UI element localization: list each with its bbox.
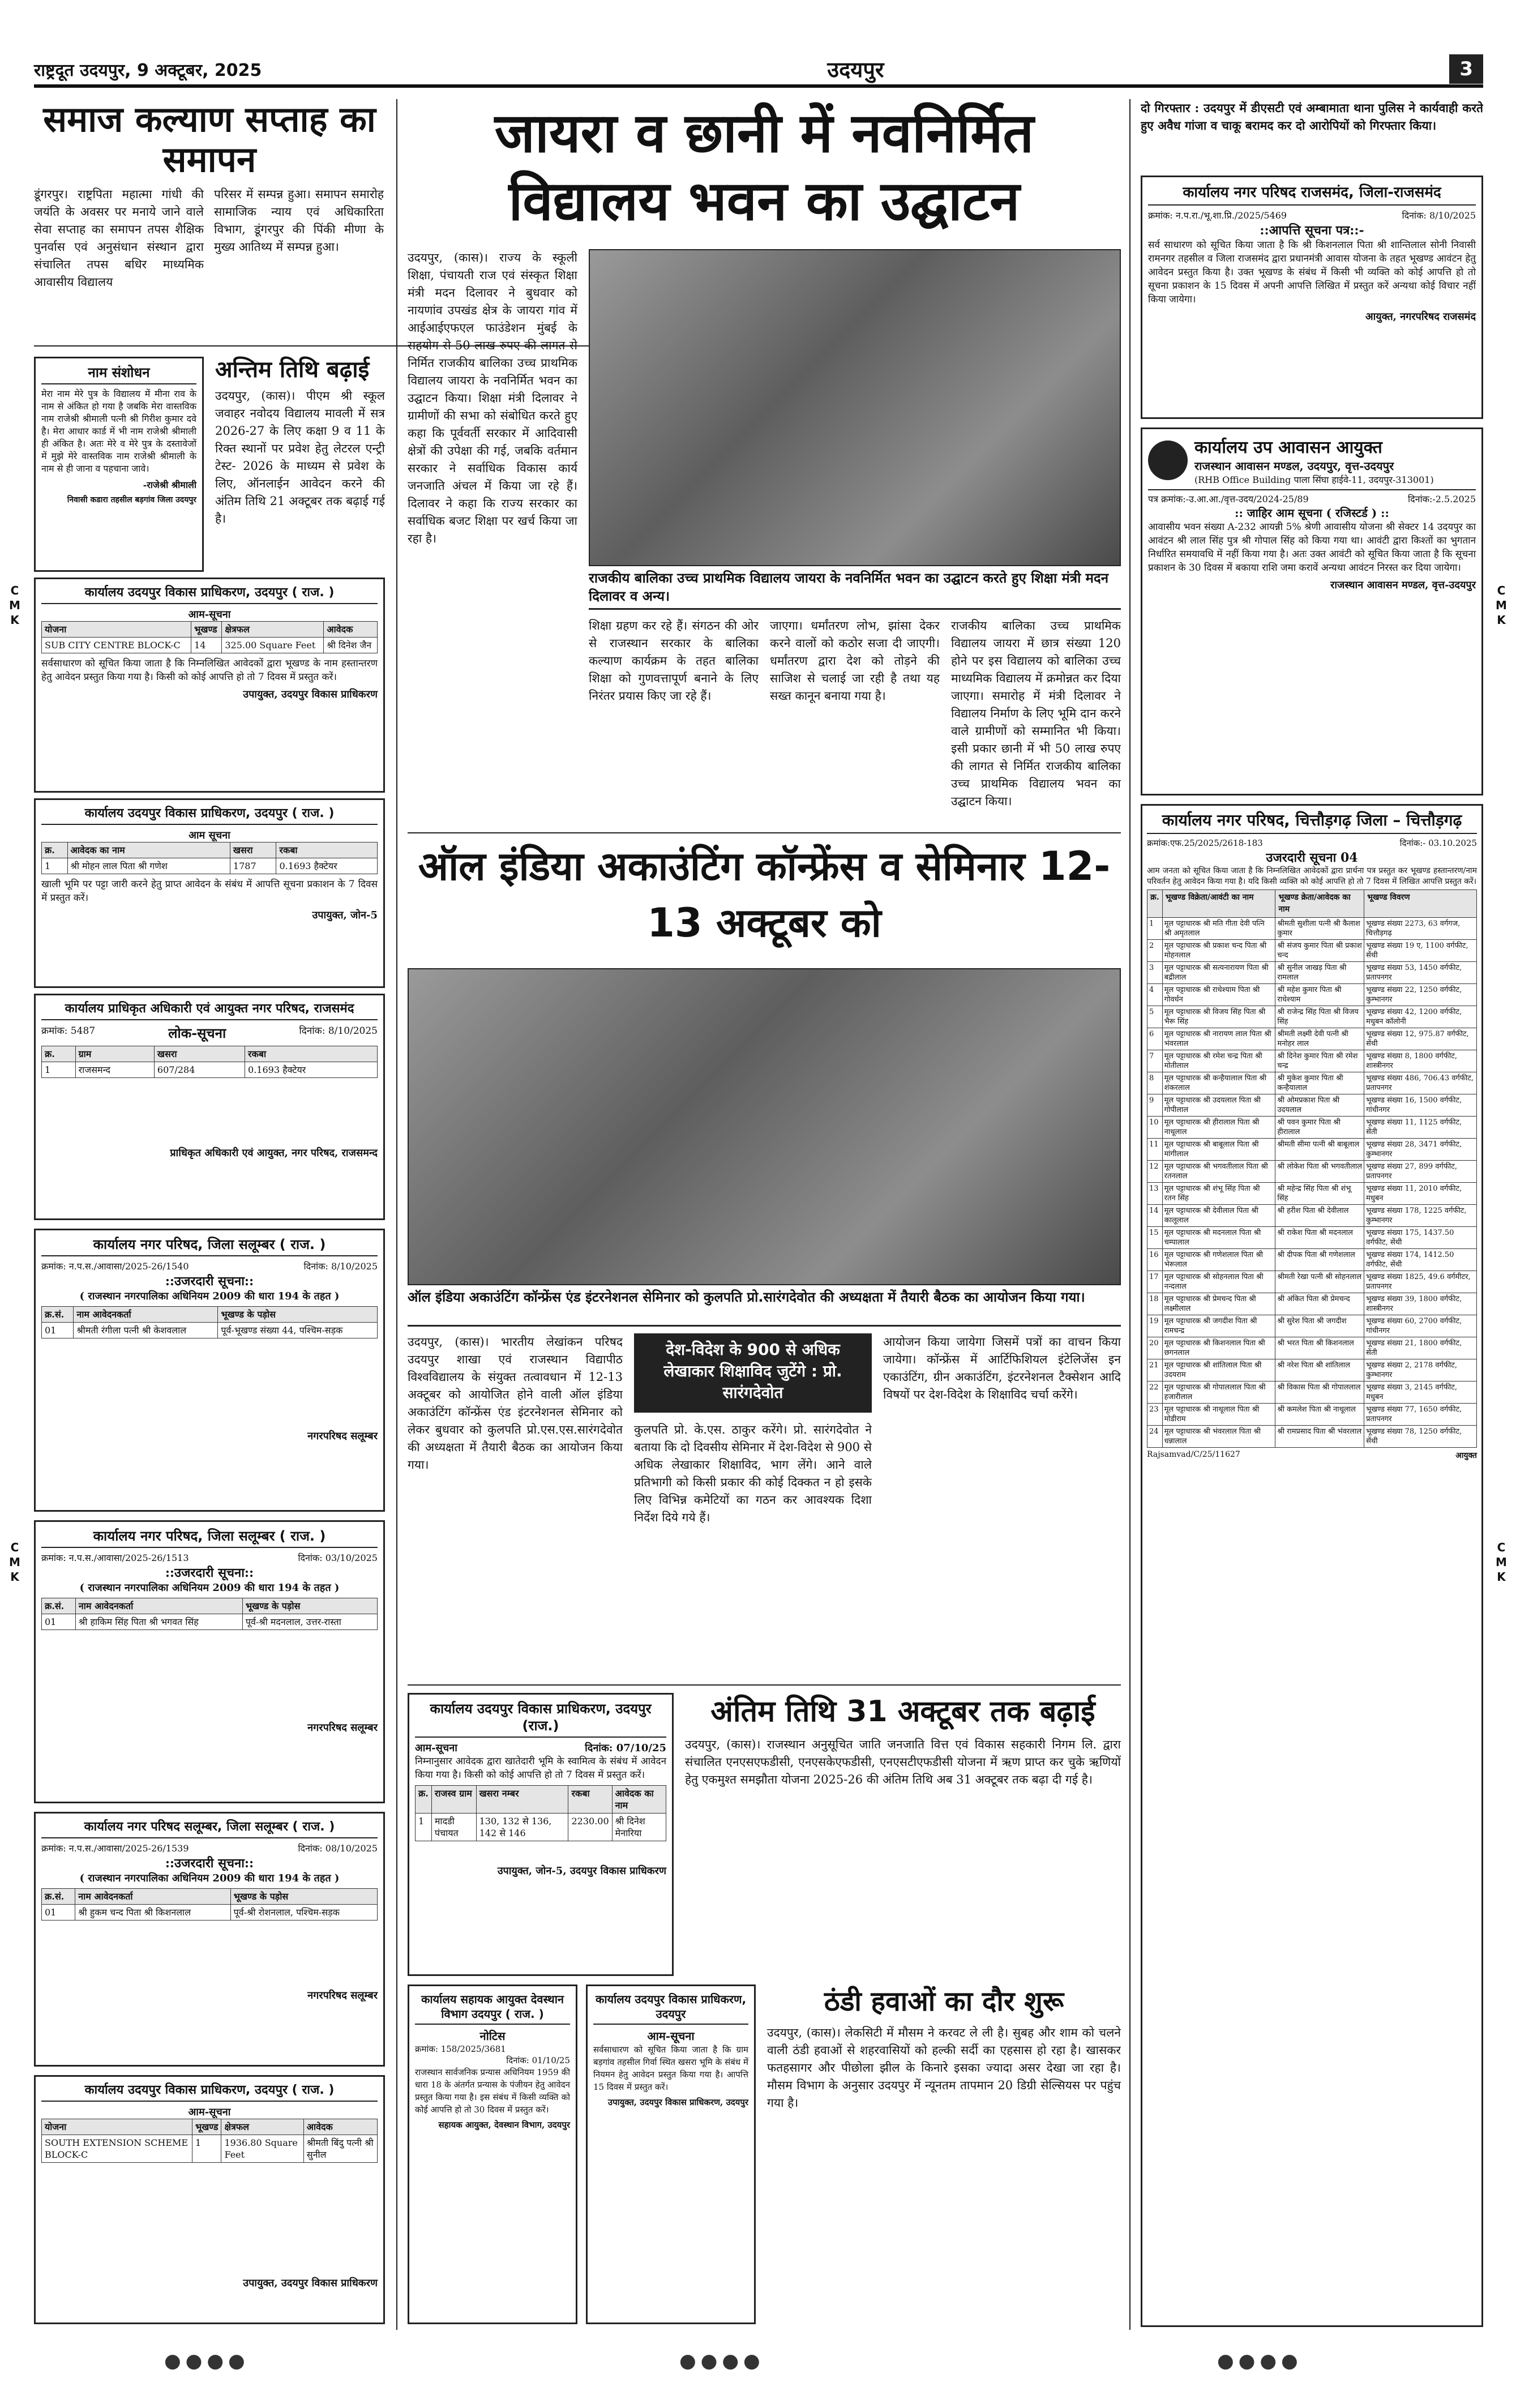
story-body: उदयपुर, (कास)। पीएम श्री स्कूल जवाहर नवोदय विद्यालय मावली में सत्र 2026-27 के लिए कक्षा 9 व 11 के रिक्त स्थानों पर प्रवेश हेतु लेटरल एन्ट्री टेस्ट- 2026 के माध्यम से प्रवेश के लिए, ऑनलाईन आवेदन करने की अंतिम तिथि 21 अक्टूबर तक बढ़ाई गई है।: [215, 389, 385, 525]
conference-meeting-photo: [408, 968, 1121, 1285]
signature: नगरपरिषद सलूम्बर: [307, 1722, 378, 1734]
registration-dots: ●●●●: [679, 2350, 765, 2372]
table-cell: श्री अंकित पिता श्री प्रेमचन्द: [1275, 1293, 1364, 1315]
table-cell: 17: [1147, 1271, 1163, 1293]
notice-title: कार्यालय उदयपुर विकास प्राधिकरण, उदयपुर: [593, 1992, 748, 2025]
signature: राजस्थान आवासन मण्डल, वृत्त-उदयपुर: [1330, 579, 1476, 591]
notice-date: दिनांक: 08/10/2025: [298, 1843, 378, 1854]
notice-title: कार्यालय नगर परिषद राजसमंद, जिला-राजसमंद: [1148, 183, 1476, 206]
table-row: 01 श्री हुकम चन्द पिता श्री किशनलाल पूर्व-श्री रोशनलाल, पश्चिम-सड़क: [42, 1905, 378, 1921]
notice-date: दिनांक: 8/10/2025: [1402, 210, 1476, 221]
table-cell: मूल पट्टाधारक श्री जगदीश पिता श्री रामचन्द्र: [1162, 1315, 1275, 1337]
registration-mark: C M K: [9, 1541, 20, 1584]
table-cell: 15: [1147, 1227, 1163, 1249]
table-cell: 23: [1147, 1404, 1163, 1426]
notice-title: कार्यालय नगर परिषद सलूम्बर, जिला सलूम्बर ( राज. ): [41, 1819, 378, 1838]
table-cell: 12: [1147, 1161, 1163, 1183]
notice-table: क्र.सं. नाम आवेदनकर्ता भूखण्ड के पड़ोस 01 श्री हुकम चन्द पिता श्री किशनलाल पूर्व-श्री रोशनलाल, पश्चिम-सड़क: [41, 1888, 378, 1921]
table-row: [1147, 962, 1477, 984]
table-cell: मूल पट्टाधारक श्री मति गीता देवी पत्नि श्री अमृतलाल: [1162, 918, 1275, 940]
table-row: [1147, 1028, 1477, 1050]
table-cell: श्री पवन कुमार पिता श्री हीरालाल: [1275, 1117, 1364, 1139]
story-column: जाएगा। धर्मांतरण लोभ, झांसा देकर करने वालों को कठोर सजा दी जाएगी। धर्मांतरण द्वारा देश को तोड़ने की साजिश से चलाई जा रही है तथा यह सख्त कानून बनाया गया है।: [770, 619, 940, 703]
notice-body: निम्नानुसार आवेदक द्वारा खातेदारी भूमि के स्वामित्व के संबंध में आवेदन किया गया है। किसी को कोई आपत्ति हो तो 7 दिवस में प्रस्तुत करें।: [415, 1756, 666, 1781]
table-cell: 18: [1147, 1293, 1163, 1315]
signature: उपायुक्त, उदयपुर विकास प्राधिकरण, उदयपुर: [607, 2097, 748, 2107]
table-cell: भूखण्ड संख्या 28, 3471 वर्गफीट, कुम्भानगर: [1364, 1139, 1477, 1161]
naam-sanshodhan-box: [34, 357, 204, 572]
table-row: [1147, 1337, 1477, 1359]
notice-title: कार्यालय उदयपुर विकास प्राधिकरण, उदयपुर ( राज. ): [41, 806, 378, 825]
story-body: उदयपुर, (कास)। लेकसिटी में मौसम ने करवट ले ली है। सुबह और शाम को चलने वाली ठंडी हवाओं से शहरवासियों को हल्की सर्दी का एहसास हो रहा है। खासकर फतहसागर और पीछोला झील के किनारे इसका ज्यादा असर देखा जा रहा है। मौसम विभाग के अनुसार उदयपुर में न्यूनतम तापमान 20 डिग्री सेल्सियस पर पहुंच गया है।: [767, 2026, 1121, 2110]
table-cell: श्री महेश कुमार पिता श्री राधेश्याम: [1275, 984, 1364, 1006]
table-cell: 11: [1147, 1139, 1163, 1161]
story-column: आयोजन किया जायेगा जिसमें पत्रों का वाचन किया जायेगा। कॉन्फ्रेंस में आर्टिफिशियल इंटेलिजेंस इन एकाउंटिंग, ग्रीन अकाउंटिंग, इंटरनेशनल टैक्सेशन आदि विषयों पर देश-विदेश के शिक्षाविद चर्चा करेंगे।: [883, 1335, 1121, 1401]
notice-subtitle: आम-सूचना: [188, 2106, 231, 2118]
notice-date: दिनांक: 03/10/2025: [298, 1552, 378, 1563]
notice-body: खाली भूमि पर पट्टा जारी करने हेतु प्राप्त आवेदन के संबंध में आपत्ति सूचना प्रकाशन के 7 दिवस में प्रस्तुत करें।: [41, 879, 378, 904]
signature: उपायुक्त, जोन-5, उदयपुर विकास प्राधिकरण: [497, 1865, 666, 1877]
table-cell: भूखण्ड संख्या 175, 1437.50 वर्गफीट, सेंथी: [1364, 1227, 1477, 1249]
table-row: [1147, 1359, 1477, 1382]
notice-title: कार्यालय सहायक आयुक्त देवस्थान विभाग उदयपुर ( राज. ): [415, 1992, 570, 2025]
rajsamand-aapatti-notice: [1141, 176, 1483, 419]
table-cell: श्री मुकेश कुमार पिता श्री कन्हैयालाल: [1275, 1072, 1364, 1094]
table-cell: भूखण्ड संख्या 2, 2178 वर्गफीट, कुम्भानगर: [1364, 1359, 1477, 1382]
table-row: 1 मादडी पंचायत 130, 132 से 136, 142 से 146 2230.00 श्री दिनेश मेनारिया: [416, 1814, 666, 1841]
box-body: मेरा नाम मेरे पुत्र के विद्यालय में मीना राव के नाम से अंकित हो गया है जबकि मेरा वास्तविक नाम राजेश्री श्रीमाली पत्नी श्री गिरीश कुमार दवे है। मेरा आधार कार्ड में भी नाम राजेश्री श्रीमाली ही अंकित है। अतः मेरे व मेरे पुत्र के दस्तावेजों में मुझे मेरे वास्तविक नाम राजेश्री श्रीमाली के नाम से ही जाना व पहचाना जावे।: [41, 388, 196, 474]
story-column: परिसर में सम्पन्न हुआ। समापन समारोह सामाजिक न्याय एवं अधिकारिता विभाग, डूंगरपुर की पिंकी मीणा के मुख्य आतिथ्य में सम्पन्न हुआ।: [214, 187, 384, 254]
notice-title: कार्यालय प्राधिकृत अधिकारी एवं आयुक्त नगर परिषद, राजसमंद: [41, 1001, 378, 1020]
table-cell: 24: [1147, 1426, 1163, 1448]
table-cell: श्री विकास पिता श्री गोपाललाल: [1275, 1382, 1364, 1404]
notice-act: ( राजस्थान नगरपालिका अधिनियम 2009 की धारा 194 के तहत ): [79, 1290, 340, 1302]
table-cell: भूखण्ड संख्या 39, 1800 वर्गफीट, शास्त्रीनगर: [1364, 1293, 1477, 1315]
table-cell: 21: [1147, 1359, 1163, 1382]
notice-subtitle: आम-सूचना: [188, 609, 231, 621]
notice-body: सर्वसाधारण को सूचित किया जाता है कि ग्राम बड़गांव तहसील गिर्वा स्थित खसरा भूमि के संबंध में नियमन हेतु आवेदन प्रस्तुत किया गया है। आपत्ति 15 दिवस में प्रस्तुत करें।: [593, 2045, 748, 2092]
notice-ref: क्रमांक:एफ.25/2025/2618-183: [1147, 838, 1263, 848]
notice-date: दिनांक:- 03.10.2025: [1399, 838, 1477, 848]
notice-title: कार्यालय उदयपुर विकास प्राधिकरण, उदयपुर ( राज. ): [41, 2082, 378, 2102]
table-cell: भूखण्ड संख्या 16, 1500 वर्गफीट, गांधीनगर: [1364, 1094, 1477, 1117]
table-row: [1147, 1161, 1477, 1183]
table-cell: मूल पट्टाधारक श्री नाथूलाल पिता श्री मोडीराम: [1162, 1404, 1275, 1426]
table-row: [1147, 1404, 1477, 1426]
story-column: डूंगरपुर। राष्ट्रपिता महात्मा गांधी की जयंति के अवसर पर मनाये जाने वाले सेवा सप्ताह का समापन तपस शैक्षिक पुनर्वास एवं अनुसंधान संस्थान द्वारा संचालित तपस बधिर माध्यमिक आवासीय विद्यालय: [34, 187, 204, 289]
table-cell: मूल पट्टाधारक श्री भंवरलाल पिता श्री धन्नालाल: [1162, 1426, 1275, 1448]
notice-title: कार्यालय नगर परिषद, चित्तौड़गढ़ जिला – चित्तौड़गढ़: [1147, 810, 1477, 834]
table-cell: 1: [1147, 918, 1163, 940]
headline: ठंडी हवाओं का दौर शुरू: [824, 1986, 1064, 2017]
table-cell: भूखण्ड संख्या 486, 706.43 वर्गफीट, प्रतापनगर: [1364, 1072, 1477, 1094]
table-row: [1147, 1139, 1477, 1161]
table-row: [1147, 1205, 1477, 1227]
table-cell: श्रीमती सीमा पत्नी श्री बाबूलाल: [1275, 1139, 1364, 1161]
uda-notice-1: [34, 578, 385, 793]
notice-table: योजना भूखण्ड क्षेत्रफल आवेदक SOUTH EXTENSION SCHEME BLOCK-C 1 1936.80 Square Feet श्रीमती बिंदु पत्नी श्री सुनील: [41, 2119, 378, 2163]
table-cell: श्रीमती लक्ष्मी देवी पत्नी श्री मनोहर लाल: [1275, 1028, 1364, 1050]
uda-aam-suchna: [408, 1693, 674, 1976]
table-cell: भूखण्ड संख्या 12, 975.87 वर्गफीट, सेंथी: [1364, 1028, 1477, 1050]
salumber-notice-1: [34, 1229, 385, 1512]
table-cell: मूल पट्टाधारक श्री बाबूलाल पिता श्री मांगीलाल: [1162, 1139, 1275, 1161]
table-cell: श्री राजेन्द्र सिंह पिता श्री विजय सिंह: [1275, 1006, 1364, 1028]
registration-mark: C M K: [1496, 1541, 1507, 1584]
table-cell: 22: [1147, 1382, 1163, 1404]
table-cell: 13: [1147, 1183, 1163, 1205]
table-cell: भूखण्ड संख्या 42, 1200 वर्गफीट, मधुबन कॉलोनी: [1364, 1006, 1477, 1028]
notice-subtitle: आम-सूचना: [415, 1742, 457, 1754]
notice-subtitle: आम-सूचना: [647, 2029, 695, 2043]
table-cell: श्रीमती सुशीला पत्नी श्री कैलाश कुमार: [1275, 918, 1364, 940]
table-cell: 19: [1147, 1315, 1163, 1337]
table-cell: मूल पट्टाधारक श्री रमेश चन्द्र पिता श्री मोतीलाल: [1162, 1050, 1275, 1072]
edition-line: राष्ट्रदूत उदयपुर, 9 अक्टूबर, 2025: [34, 60, 262, 80]
story-column: शिक्षा ग्रहण कर रहे हैं। संगठन की ओर से राजस्थान सरकार के बालिका कल्याण कार्यक्रम के तहत बालिका शिक्षा को गुणवत्तापूर्ण बनाने के लिए निरंतर प्रयास किए जा रहे हैं।: [589, 619, 759, 703]
table-cell: मूल पट्टाधारक श्री गणेशलाल पिता श्री भेरूलाल: [1162, 1249, 1275, 1271]
notice-title: कार्यालय उप आवासन आयुक्त: [1194, 438, 1382, 457]
notice-table: क्र. भूखण्ड विक्रेता/आवंटी का नाम भूखण्ड क्रेता/आवेदक का नाम भूखण्ड विवरण 1 मूल पट्टाधारक श्री मति गीता देवी पत्नि श्री अमृतलाल श्रीमती सुशीला पत्नी श्री कैलाश कुमार भूखण्ड संख्या 2273, 63 वर्गगज, चित्तौड़गढ़ 2 मूल पट्टाधारक श्री प्रकाश चन्द पिता श्री मोहनलाल श्री संजय कुमार पिता श्री प्रकाश चन्द भूखण्ड संख्या 19 ए, 1100 वर्गफीट, सेंथी 3 मूल पट्टाधारक श्री सत्यनारायण पिता श्री बद्रीलाल श्री सुनील जाखड़ पिता श्री रामलाल भूखण्ड संख्या 53, 1450 वर्गफीट, प्रतापनगर 4 मूल पट्टाधारक श्री राधेश्याम पिता श्री गोवर्धन श्री महेश कुमार पिता श्री राधेश्याम भूखण्ड संख्या 22, 1250 वर्गफीट, कुम्भानगर 5 मूल पट्टाधारक श्री विजय सिंह पिता श्री भैरू सिंह श्री राजेन्द्र सिंह पिता श्री विजय सिंह भूखण्ड संख्या 42, 1200 वर्गफीट, मधुबन कॉलोनी 6 मूल पट्टाधारक श्री नारायण लाल पिता श्री भंवरलाल श्रीमती लक्ष्मी देवी पत्नी श्री मनोहर लाल भूखण्ड संख्या 12, 975.87 वर्गफीट, सेंथी 7 मूल पट्टाधारक श्री रमेश चन्द्र पिता श्री मोतीलाल श्री दिनेश कुमार पिता श्री रमेश चन्द्र भूखण्ड संख्या 8, 1800 वर्गफीट, शास्त्रीनगर 8 मूल पट्टाधारक श्री कन्हैयालाल पिता श्री शंकरलाल श्री मुकेश कुमार पिता श्री कन्हैयालाल भूखण्ड संख्या 486, 706.43 वर्गफीट, प्रतापनगर 9 मूल पट्टाधारक श्री उदयलाल पिता श्री गोपीलाल श्री ओमप्रकाश पिता श्री उदयलाल भूखण्ड संख्या 16, 1500 वर्गफीट, गांधीनगर 10 मूल पट्टाधारक श्री हीरालाल पिता श्री नाथूलाल श्री पवन कुमार पिता श्री हीरालाल भूखण्ड संख्या 11, 1125 वर्गफीट, सेंती 11 मूल पट्टाधारक श्री बाबूलाल पिता श्री मांगीलाल श्रीमती सीमा पत्नी श्री बाबूलाल भूखण्ड संख्या 28, 3471 वर्गफीट, कुम्भानगर 12 मूल पट्टाधारक श्री भगवतीलाल पिता श्री रतनलाल श्री लोकेश पिता श्री भगवतीलाल भूखण्ड संख्या 27, 899 वर्गफीट, प्रतापनगर 13 मूल पट्टाधारक श्री शंभू सिंह पिता श्री रतन सिंह श्री महेन्द्र सिंह पिता श्री शंभू सिंह भूखण्ड संख्या 11, 2010 वर्गफीट, मधुबन 14 मूल पट्टाधारक श्री देवीलाल पिता श्री कालूलाल श्री हरीश पिता श्री देवीलाल भूखण्ड संख्या 178, 1225 वर्गफीट, कुम्भानगर 15 मूल पट्टाधारक श्री मदनलाल पिता श्री चम्पालाल श्री राकेश पिता श्री मदनलाल भूखण्ड संख्या 175, 1437.50 वर्गफीट, सेंथी 16 मूल पट्टाधारक श्री गणेशलाल पिता श्री भेरूलाल श्री दीपक पिता श्री गणेशलाल भूखण्ड संख्या 174, 1412.50 वर्गफीट, सेंथी 17 मूल पट्टाधारक श्री सोहनलाल पिता श्री नन्दलाल श्रीमती रेखा पत्नी श्री सोहनलाल भूखण्ड संख्या 1825, 49.6 वर्गमीटर, प्रतापनगर 18 मूल पट्टाधारक श्री प्रेमचन्द पिता श्री लक्ष्मीलाल श्री अंकित पिता श्री प्रेमचन्द भूखण्ड संख्या 39, 1800 वर्गफीट, शास्त्रीनगर 19 मूल पट्टाधारक श्री जगदीश पिता श्री रामचन्द्र श्री सुरेश पिता श्री जगदीश भूखण्ड संख्या 60, 2700 वर्गफीट, गांधीनगर 20 मूल पट्टाधारक श्री किशनलाल पिता श्री छगनलाल श्री भरत पिता श्री किशनलाल भूखण्ड संख्या 21, 1800 वर्गफीट, सेंती 21 मूल पट्टाधारक श्री शांतिलाल पिता श्री उदयराम श्री नरेश पिता श्री शांतिलाल भूखण्ड संख्या 2, 2178 वर्गफीट, कुम्भानगर 22 मूल पट्टाधारक श्री गोपाललाल पिता श्री हजारीलाल श्री विकास पिता श्री गोपाललाल भूखण्ड संख्या 3, 2145 वर्गफीट, मधुबन 23 मूल पट्टाधारक श्री नाथूलाल पिता श्री मोडीराम श्री कमलेश पिता श्री नाथूलाल भूखण्ड संख्या 77, 1650 वर्गफीट, प्रतापनगर 24 मूल पट्टाधारक श्री भंवरलाल पिता श्री धन्नालाल श्री रामप्रसाद पिता श्री भंवरलाल भूखण्ड संख्या 78, 1250 वर्गफीट, सेंथी: [1147, 889, 1477, 1448]
salumber-notice-2: [34, 1520, 385, 1803]
signature: आयुक्त: [1455, 1451, 1477, 1460]
table-cell: 20: [1147, 1337, 1163, 1359]
table-row: [1147, 1072, 1477, 1094]
divider: [408, 1684, 1121, 1686]
table-cell: मूल पट्टाधारक श्री किशनलाल पिता श्री छगनलाल: [1162, 1337, 1275, 1359]
headline: अन्तिम तिथि बढ़ाई: [215, 357, 370, 383]
signature: -राजेश्री श्रीमाली: [143, 480, 196, 490]
table-row: [1147, 1183, 1477, 1205]
table-row: 1 श्री मोहन लाल पिता श्री गणेश 1787 0.1693 हैक्टेयर: [42, 858, 378, 874]
pull-quote: देश-विदेश के 900 से अधिक लेखाकार शिक्षाविद जुटेंगे : प्रो. सारंगदेवोत: [634, 1333, 872, 1413]
signature: सहायक आयुक्त, देवस्थान विभाग, उदयपुर: [438, 2120, 570, 2130]
table-row: [1147, 1426, 1477, 1448]
story-antim-31: [685, 1693, 1121, 1976]
signature: प्राधिकृत अधिकारी एवं आयुक्त, नगर परिषद, राजसमन्द: [170, 1147, 378, 1159]
table-cell: भूखण्ड संख्या 11, 1125 वर्गफीट, सेंती: [1364, 1117, 1477, 1139]
notice-title: कार्यालय नगर परिषद, जिला सलूम्बर ( राज. ): [41, 1236, 378, 1256]
notice-body: आम जनता को सूचित किया जाता है कि निम्नलिखित आवेदकों द्वारा प्रार्थना पत्र प्रस्तुत कर भूखण्ड हस्तान्तरण/नाम परिवर्तन हेतु आवेदन किया गया है। यदि किसी व्यक्ति को कोई आपत्ति हो तो 7 दिवस में लिखित आपत्ति प्रस्तुत करें।: [1147, 866, 1477, 886]
notice-table: योजना भूखण्ड क्षेत्रफल आवेदक SUB CITY CENTRE BLOCK-C 14 325.00 Square Feet श्री दिनेश जैन: [41, 621, 378, 653]
table-cell: 8: [1147, 1072, 1163, 1094]
table-cell: मूल पट्टाधारक श्री उदयलाल पिता श्री गोपीलाल: [1162, 1094, 1275, 1117]
notice-subtitle: ::उजरदारी सूचना::: [165, 1856, 254, 1871]
table-row: 01 श्रीमती रंगीला पत्नी श्री केशवलाल पूर्व-भूखण्ड संख्या 44, पश्चिम-सड़क: [42, 1323, 378, 1338]
table-cell: श्री कमलेश पिता श्री नाथूलाल: [1275, 1404, 1364, 1426]
table-cell: भूखण्ड संख्या 27, 899 वर्गफीट, प्रतापनगर: [1364, 1161, 1477, 1183]
table-row: [1147, 1315, 1477, 1337]
table-cell: 4: [1147, 984, 1163, 1006]
signature: नगरपरिषद सलूम्बर: [307, 1430, 378, 1442]
table-cell: श्री हरीश पिता श्री देवीलाल: [1275, 1205, 1364, 1227]
notice-body: सर्वसाधारण को सूचित किया जाता है कि निम्नलिखित आवेदकों द्वारा भूखण्ड के नाम हस्तान्तरण हेतु आवेदन प्रस्तुत किया गया है। किसी को कोई आपत्ति हो तो 7 दिवस में प्रस्तुत करें।: [41, 658, 378, 683]
notice-ref: क्रमांक: न.प.स./आवासा/2025-26/1539: [41, 1843, 189, 1854]
table-cell: श्री लोकेश पिता श्री भगवतीलाल: [1275, 1161, 1364, 1183]
table-cell: श्री सुनील जाखड़ पिता श्री रामलाल: [1275, 962, 1364, 984]
notice-act: ( राजस्थान नगरपालिका अधिनियम 2009 की धारा 194 के तहत ): [79, 1582, 340, 1594]
table-cell: 3: [1147, 962, 1163, 984]
table-cell: श्रीमती रेखा पत्नी श्री सोहनलाल: [1275, 1271, 1364, 1293]
notice-subtitle: नोटिस: [479, 2029, 506, 2043]
story-thandi-hawa: [767, 1984, 1121, 2324]
notice-subtitle: आम सूचना: [189, 829, 230, 841]
table-cell: मूल पट्टाधारक श्री नारायण लाल पिता श्री भंवरलाल: [1162, 1028, 1275, 1050]
story-column: कुलपति प्रो. के.एस. ठाकुर करेंगे। प्रो. सारंगदेवोत ने बताया कि दो दिवसीय सेमिनार में देश-विदेश से 900 से अधिक लेखाकार शिक्षाविद, भाग लेंगे। आने वाले प्रतिभागी को किसी प्रकार की कोई दिक्कत न हो इसके लिए विभिन्न कमेटियों का गठन कर आवश्यक दिशा निर्देश दिये गये हैं।: [634, 1423, 872, 1524]
table-cell: 6: [1147, 1028, 1163, 1050]
story-conference-headline: [408, 838, 1121, 963]
table-cell: मूल पट्टाधारक श्री कन्हैयालाल पिता श्री शंकरलाल: [1162, 1072, 1275, 1094]
table-cell: भूखण्ड संख्या 22, 1250 वर्गफीट, कुम्भानगर: [1364, 984, 1477, 1006]
registration-mark: C M K: [1496, 584, 1507, 627]
table-cell: भूखण्ड संख्या 174, 1412.50 वर्गफीट, सेंथी: [1364, 1249, 1477, 1271]
registration-dots: ●●●●: [1217, 2350, 1303, 2372]
divider: [408, 832, 1121, 833]
notice-subtitle: ::उजरदारी सूचना::: [165, 1274, 254, 1289]
table-cell: श्री राकेश पिता श्री मदनलाल: [1275, 1227, 1364, 1249]
table-row: [1147, 1293, 1477, 1315]
table-cell: श्री रामप्रसाद पिता श्री भंवरलाल: [1275, 1426, 1364, 1448]
table-cell: 10: [1147, 1117, 1163, 1139]
notice-title: कार्यालय नगर परिषद, जिला सलूम्बर ( राज. ): [41, 1528, 378, 1548]
notice-table: क्र. आवेदक का नाम खसरा रकबा 1 श्री मोहन लाल पिता श्री गणेश 1787 0.1693 हैक्टेयर: [41, 842, 378, 874]
notice-table: क्र. ग्राम खसरा रकबा 1 राजसमन्द 607/284 0.1693 हैक्टेयर: [41, 1046, 378, 1078]
table-row: [1147, 984, 1477, 1006]
table-cell: भूखण्ड संख्या 53, 1450 वर्गफीट, प्रतापनगर: [1364, 962, 1477, 984]
table-row: [1147, 1050, 1477, 1072]
signature: उपायुक्त, जोन-5: [312, 909, 378, 921]
table-row: SOUTH EXTENSION SCHEME BLOCK-C 1 1936.80 Square Feet श्रीमती बिंदु पत्नी श्री सुनील: [42, 2135, 378, 2163]
uda-notice-3: [34, 2075, 385, 2324]
table-cell: श्री संजय कुमार पिता श्री प्रकाश चन्द: [1275, 940, 1364, 962]
city-name: उदयपुर: [827, 57, 884, 82]
table-cell: श्री महेन्द्र सिंह पिता श्री शंभू सिंह: [1275, 1183, 1364, 1205]
table-cell: 16: [1147, 1249, 1163, 1271]
story-antim-tithi: [215, 357, 385, 572]
notice-subtitle: लोक-सूचना: [168, 1025, 226, 1041]
notice-act: ( राजस्थान नगरपालिका अधिनियम 2009 की धारा 194 के तहत ): [79, 1872, 340, 1884]
signature: उपायुक्त, उदयपुर विकास प्राधिकरण: [243, 2277, 378, 2289]
photo-caption: राजकीय बालिका उच्च प्राथमिक विद्यालय जायरा के नवनिर्मित भवन का उद्घाटन करते हुए शिक्षा मंत्री मदन दिलावर व अन्य।: [589, 569, 1121, 610]
table-cell: भूखण्ड संख्या 21, 1800 वर्गफीट, सेंती: [1364, 1337, 1477, 1359]
notice-subtitle: ::आपत्ति सूचना पत्र::-: [1260, 223, 1364, 238]
signature: उपायुक्त, उदयपुर विकास प्राधिकरण: [243, 688, 378, 700]
notice-table: क्र. राजस्व ग्राम खसरा नम्बर रकबा आवेदक का नाम 1 मादडी पंचायत 130, 132 से 136, 142 से 146 2230.00 श्री दिनेश मेनारिया: [415, 1785, 666, 1841]
table-cell: श्री सुरेश पिता श्री जगदीश: [1275, 1315, 1364, 1337]
table-cell: मूल पट्टाधारक श्री गोपाललाल पिता श्री हजारीलाल: [1162, 1382, 1275, 1404]
notice-table: क्र.सं. नाम आवेदनकर्ता भूखण्ड के पड़ोस 01 श्रीमती रंगीला पत्नी श्री केशवलाल पूर्व-भूखण्ड संख्या 44, पश्चिम-सड़क: [41, 1306, 378, 1338]
notice-body: आवासीय भवन संख्या A-232 आयन्नी 5% श्रेणी आवासीय योजना श्री सेक्टर 14 उदयपुर का आवंटन श्री लाल सिंह पुत्र श्री गोपाल सिंह को किया गया था। आवंटी द्वारा किश्तों का भुगतान निर्धारित समयावधि में नहीं किया गया है। अतः उक्त आवंटी को सूचित किया जाता है कि सूचना प्रकाशन के 30 दिवस में बकाया राशि जमा करावें अन्यथा आवंटन निरस्त कर दिया जायेगा।: [1148, 521, 1476, 574]
signature-address: निवासी कडारा तहसील बड़गांव जिला उदयपुर: [67, 495, 196, 504]
story-column: उदयपुर, (कास)। भारतीय लेखांकन परिषद उदयपुर शाखा एवं राजस्थान विद्यापीठ विश्वविद्यालय के संयुक्त तत्वावधान में 12-13 अक्टूबर को आयोजित होने वाली ऑल इंडिया अकाउंटिंग कॉन्फ्रेंस एंड इंटरनेशनल सेमिनार को लेकर बुधवार को कुलपति प्रो.एस.एस.सारंगदेवोत की अध्यक्षता में तैयारी बैठक का आयोजन किया गया।: [408, 1335, 623, 1472]
table-row: [1147, 1006, 1477, 1028]
notice-title: कार्यालय उदयपुर विकास प्राधिकरण, उदयपुर (राज.): [415, 1700, 666, 1738]
table-cell: मूल पट्टाधारक श्री प्रेमचन्द पिता श्री लक्ष्मीलाल: [1162, 1293, 1275, 1315]
notice-address: (RHB Office Building पाला सिंघा हाईवे-11, उदयपुर-313001): [1194, 474, 1434, 485]
notice-date: दिनांक: 01/10/25: [506, 2055, 570, 2065]
table-cell: भूखण्ड संख्या 8, 1800 वर्गफीट, शास्त्रीनगर: [1364, 1050, 1477, 1072]
story-samaj-kalyan: [34, 99, 385, 357]
notice-subtitle: ::उजरदारी सूचना::: [165, 1566, 254, 1580]
notice-subtitle: उजरदारी सूचना 04: [1266, 850, 1358, 865]
notice-table: क्र.सं. नाम आवेदनकर्ता भूखण्ड के पड़ोस 01 श्री हाकिम सिंह पिता श्री भगवत सिंह पूर्व-श्री मदनलाल, उत्तर-रास्ता: [41, 1598, 378, 1630]
notice-ref: क्रमांक: 158/2025/3681: [415, 2044, 506, 2054]
notice-ref: क्रमांक: न.प.रा./भू.शा.प्रि./2025/5469: [1148, 210, 1287, 221]
notice-ref: क्रमांक: न.प.स./आवासा/2025-26/1513: [41, 1552, 189, 1563]
table-cell: भूखण्ड संख्या 1825, 49.6 वर्गमीटर, प्रतापनगर: [1364, 1271, 1477, 1293]
salumber-notice-3: [34, 1812, 385, 2067]
notice-date: दिनांक: 8/10/2025: [303, 1261, 378, 1272]
table-cell: 7: [1147, 1050, 1163, 1072]
signature: नगरपरिषद सलूम्बर: [307, 1990, 378, 2001]
notice-subtitle: राजस्थान आवासन मण्डल, उदयपुर, वृत्त-उदयपुर: [1194, 459, 1394, 473]
photo-caption: ऑल इंडिया अकाउंटिंग कॉन्फ्रेंस एंड इंटरनेशनल सेमिनार को कुलपति प्रो.सारंगदेवोत की अध्यक्षता में तैयारी बैठक का आयोजन किया गया।: [408, 1288, 1121, 1327]
housing-board-logo-icon: [1148, 440, 1188, 480]
table-cell: 5: [1147, 1006, 1163, 1028]
table-cell: भूखण्ड संख्या 178, 1225 वर्गफीट, कुम्भानगर: [1364, 1205, 1477, 1227]
footer-code: Rajsamvad/C/25/11627: [1147, 1450, 1240, 1459]
table-cell: मूल पट्टाधारक श्री सोहनलाल पिता श्री नन्दलाल: [1162, 1271, 1275, 1293]
table-cell: मूल पट्टाधारक श्री भगवतीलाल पिता श्री रतनलाल: [1162, 1161, 1275, 1183]
table-cell: मूल पट्टाधारक श्री राधेश्याम पिता श्री गोवर्धन: [1162, 984, 1275, 1006]
story-column: उदयपुर, (कास)। राज्य के स्कूली शिक्षा, पंचायती राज एवं संस्कृत शिक्षा मंत्री मदन दिलावर ने बुधवार को नायणांव उपखंड क्षेत्र के जायरा गांव में आईआईएफएल फाउंडेशन मुंबई के सहयोग से 50 लाख रुपए की लागत से निर्मित राजकीय बालिका उच्च प्राथमिक विद्यालय जायरा के नवनिर्मित भवन का उद्घाटन किया। शिक्षा मंत्री दिलावर ने ग्रामीणों की सभा को संबोधित करते हुए कहा कि पूर्ववर्ती सरकार में आदिवासी क्षेत्रों की उपेक्षा की गई, जबकि वर्तमान सरकार ने सर्वाधिक विकास कार्य जनजाति अंचल में किया जा रहे हैं। दिलावर ने कहा कि राज्य सरकार का सर्वाधिक बजट शिक्षा पर खर्च किया जा रहा है।: [408, 251, 577, 545]
table-cell: भूखण्ड संख्या 77, 1650 वर्गफीट, प्रतापनगर: [1364, 1404, 1477, 1426]
table-cell: 14: [1147, 1205, 1163, 1227]
notice-title: कार्यालय उदयपुर विकास प्राधिकरण, उदयपुर ( राज. ): [41, 585, 378, 604]
devasthan-notice: [408, 1984, 577, 2324]
headline: अंतिम तिथि 31 अक्टूबर तक बढ़ाई: [710, 1695, 1095, 1729]
table-cell: भूखण्ड संख्या 60, 2700 वर्गफीट, गांधीनगर: [1364, 1315, 1477, 1337]
notice-ref: पत्र क्रमांक:-उ.आ.आ./वृत्त-उदय/2024-25/89: [1148, 494, 1309, 504]
table-cell: भूखण्ड संख्या 2273, 63 वर्गगज, चित्तौड़गढ़: [1364, 918, 1477, 940]
table-row: [1147, 1382, 1477, 1404]
table-cell: श्री दीपक पिता श्री गणेशलाल: [1275, 1249, 1364, 1271]
table-row: [1147, 1249, 1477, 1271]
table-row: 1 राजसमन्द 607/284 0.1693 हैक्टेयर: [42, 1062, 378, 1078]
headline: ऑल इंडिया अकाउंटिंग कॉन्फ्रेंस व सेमिनार 12-13 अक्टूबर को: [418, 843, 1111, 946]
notice-ref: क्रमांक: न.प.स./आवासा/2025-26/1540: [41, 1261, 189, 1272]
signature: आयुक्त, नगरपरिषद राजसमंद: [1365, 311, 1476, 323]
housing-board-notice: [1141, 427, 1483, 795]
table-cell: भूखण्ड संख्या 3, 2145 वर्गफीट, मधुबन: [1364, 1382, 1477, 1404]
table-row: [1147, 1117, 1477, 1139]
table-cell: मूल पट्टाधारक श्री शांतिलाल पिता श्री उदयराम: [1162, 1359, 1275, 1382]
notice-date: दिनांक: 8/10/2025: [299, 1025, 378, 1037]
table-row: [1147, 918, 1477, 940]
table-row: 01 श्री हाकिम सिंह पिता श्री भगवत सिंह पूर्व-श्री मदनलाल, उत्तर-रास्ता: [42, 1614, 378, 1630]
table-cell: श्री दिनेश कुमार पिता श्री रमेश चन्द्र: [1275, 1050, 1364, 1072]
uda-aam-suchna-2: [586, 1984, 756, 2324]
headline: जायरा व छानी में नवनिर्मित विद्यालय भवन का उद्घाटन: [494, 101, 1034, 233]
registration-mark: C M K: [9, 584, 20, 627]
table-cell: मूल पट्टाधारक श्री शंभू सिंह पिता श्री रतन सिंह: [1162, 1183, 1275, 1205]
masthead: [34, 54, 1483, 88]
table-cell: भूखण्ड संख्या 11, 2010 वर्गफीट, मधुबन: [1364, 1183, 1477, 1205]
jayra-inauguration-photo: [589, 249, 1121, 566]
rajsamand-lok-suchna: [34, 994, 385, 1220]
table-cell: मूल पट्टाधारक श्री हीरालाल पिता श्री नाथूलाल: [1162, 1117, 1275, 1139]
notice-ref: क्रमांक: 5487: [41, 1025, 96, 1037]
story-jayra-headline: [408, 99, 1121, 246]
table-cell: मूल पट्टाधारक श्री विजय सिंह पिता श्री भैरू सिंह: [1162, 1006, 1275, 1028]
table-cell: मूल पट्टाधारक श्री मदनलाल पिता श्री चम्पालाल: [1162, 1227, 1275, 1249]
table-row: [1147, 1271, 1477, 1293]
table-cell: 9: [1147, 1094, 1163, 1117]
notice-subtitle: :: जाहिर आम सूचना ( रजिस्टर्ड ) ::: [1235, 506, 1389, 520]
notice-body: सर्व साधारण को सूचित किया जाता है कि श्री किशनलाल पिता श्री शान्तिलाल सोनी निवासी रामनगर तहसील व जिला राजसमंद द्वारा प्रधानमंत्री आवास योजना के तहत भूखण्ड आवंटन हेतु आवेदन प्रस्तुत किया है। उक्त भूखण्ड के संबंध में किसी भी व्यक्ति को कोई आपत्ति हो तो सूचना प्रकाशन के 15 दिवस में अपनी आपत्ति लिखित में प्रस्तुत करें अन्यथा कोई विचार नहीं किया जायेगा।: [1148, 239, 1476, 305]
story-body: उदयपुर, (कास)। राजस्थान अनुसूचित जाति जनजाति वित्त एवं विकास सहकारी निगम लि. द्वारा संचालित एनएसएफडीसी, एनएसकेएफडीसी, एनएसटीएफडीसी योजना में ऋण प्राप्त कर चुके ऋणियों हेतु एकमुश्त समझौता योजना 2025-26 की अंतिम तिथि अब 31 अक्टूबर तक बढ़ा दी गई है।: [685, 1738, 1121, 1786]
notice-date: दिनांक:-2.5.2025: [1408, 494, 1476, 504]
table-cell: श्री भरत पिता श्री किशनलाल: [1275, 1337, 1364, 1359]
table-row: [1147, 940, 1477, 962]
table-cell: 2: [1147, 940, 1163, 962]
column-rule: [1129, 99, 1130, 2330]
uda-notice-2: [34, 798, 385, 988]
headline: समाज कल्याण सप्ताह का समापन: [43, 99, 376, 181]
column-rule: [396, 99, 397, 2330]
table-cell: श्री नरेश पिता श्री शांतिलाल: [1275, 1359, 1364, 1382]
table-cell: भूखण्ड संख्या 19 ए, 1100 वर्गफीट, सेंथी: [1364, 940, 1477, 962]
table-cell: श्री ओमप्रकाश पिता श्री उदयलाल: [1275, 1094, 1364, 1117]
giraftar-brief: दो गिरफ्तार : उदयपुर में डीएसटी एवं अम्बामाता थाना पुलिस ने कार्यवाही करते हुए अवैध गांजा व चाकू बरामद कर दो आरोपियों को गिरफ्तार किया।: [1141, 101, 1483, 132]
table-cell: मूल पट्टाधारक श्री सत्यनारायण पिता श्री बद्रीलाल: [1162, 962, 1275, 984]
registration-dots: ●●●●: [164, 2350, 250, 2372]
table-row: [1147, 1094, 1477, 1117]
chittorgarh-ujardari-notice: [1141, 804, 1483, 2327]
box-title: नाम संशोधन: [41, 364, 196, 384]
page-number: 3: [1449, 54, 1483, 84]
table-cell: भूखण्ड संख्या 78, 1250 वर्गफीट, सेंथी: [1364, 1426, 1477, 1448]
table-cell: मूल पट्टाधारक श्री प्रकाश चन्द पिता श्री मोहनलाल: [1162, 940, 1275, 962]
notice-body: राजस्थान सार्वजनिक प्रन्यास अधिनियम 1959 की धारा 18 के अंतर्गत प्रन्यास के पंजीयन हेतु आवेदन प्रस्तुत किया गया है। इस संबंध में किसी व्यक्ति को कोई आपत्ति हो तो 30 दिवस में प्रस्तुत करें।: [415, 2067, 570, 2115]
table-row: [1147, 1227, 1477, 1249]
table-row: SUB CITY CENTRE BLOCK-C 14 325.00 Square Feet श्री दिनेश जैन: [42, 638, 378, 653]
notice-date: दिनांक: 07/10/25: [585, 1742, 666, 1754]
story-column: राजकीय बालिका उच्च प्राथमिक विद्यालय जायरा में छात्र संख्या 120 होने पर इस विद्यालय को बालिका उच्च माध्यमिक विद्यालय में क्रमोन्नत कर दिया जाएगा। समारोह में मंत्री दिलावर ने विद्यालय निर्माण के लिए भूमि दान करने वाले ग्रामीणों को सम्मानित भी किया। इसी प्रकार छानी में भी 50 लाख रुपए की लागत से निर्मित राजकीय बालिका उच्च प्राथमिक विद्यालय भवन का उद्घाटन किया।: [951, 619, 1121, 808]
table-cell: मूल पट्टाधारक श्री देवीलाल पिता श्री कालूलाल: [1162, 1205, 1275, 1227]
